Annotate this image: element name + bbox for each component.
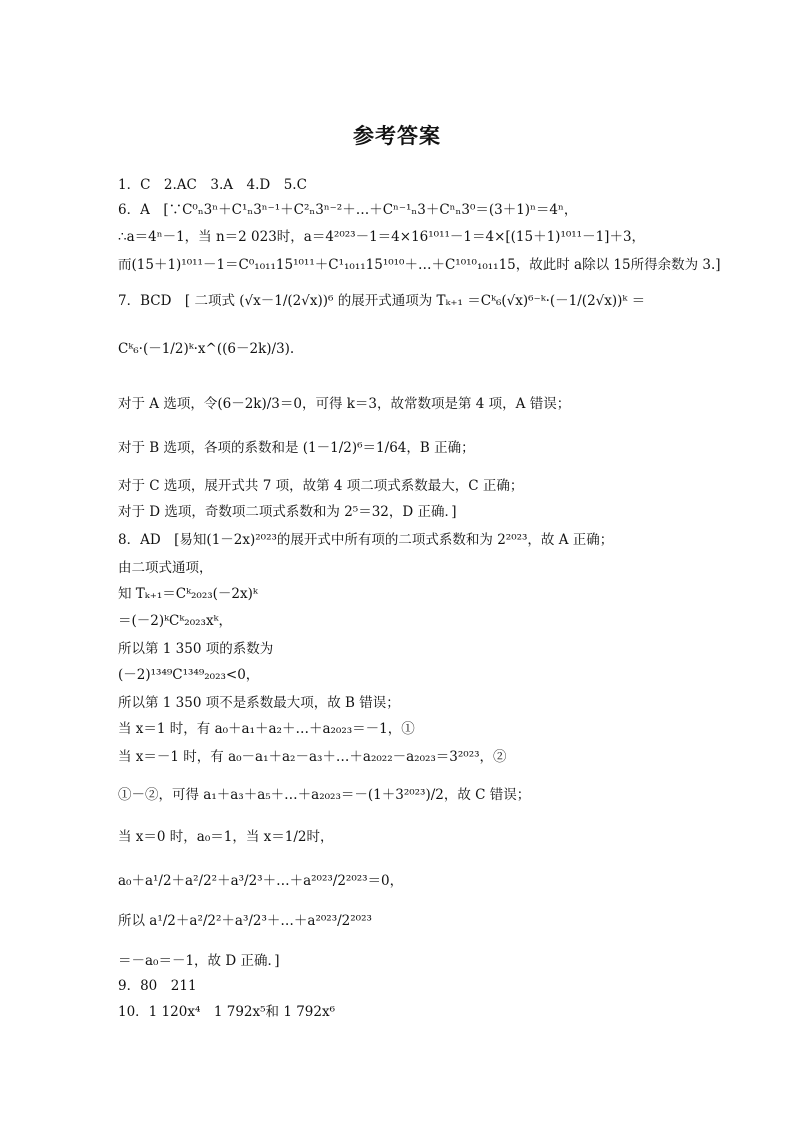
answer-line: 对于 D 选项，奇数项二项式系数和为 2⁵＝32，D 正确．] xyxy=(118,504,457,520)
answer-line: ①－②，可得 a₁＋a₃＋a₅＋…＋a₂₀₂₃＝－(1＋3²⁰²³)/2，故 C 错误； xyxy=(118,787,531,803)
answer-line: 对于 C 选项，展开式共 7 项，故第 4 项二项式系数最大，C 正确； xyxy=(118,478,524,494)
page-title: 参考答案 xyxy=(353,123,441,148)
answer-line: 由二项式通项， xyxy=(118,560,213,576)
answer-line: 10．1 120x⁴ 1 792x⁵和 1 792x⁶ xyxy=(118,1004,335,1020)
answer-line: a₀＋a¹/2＋a²/2²＋a³/2³＋…＋a²⁰²³/2²⁰²³＝0， xyxy=(118,873,404,889)
answer-line: 所以 a¹/2＋a²/2²＋a³/2³＋…＋a²⁰²³/2²⁰²³ xyxy=(118,913,372,929)
answer-line: 所以第 1 350 项不是系数最大项，故 B 错误； xyxy=(118,695,400,711)
answer-line: 1．C 2.AC 3.A 4.D 5.C xyxy=(118,177,307,193)
answer-line: (－2)¹³⁴⁹C¹³⁴⁹₂₀₂₃<0， xyxy=(118,667,260,683)
answer-line: 而(15＋1)¹⁰¹¹－1＝C⁰₁₀₁₁15¹⁰¹¹＋C¹₁₀₁₁15¹⁰¹⁰＋…＋C¹⁰¹⁰₁₀₁₁15，故此时 a除以 15所得余数为 3.] xyxy=(118,257,721,273)
answer-line: 9．80 211 xyxy=(118,978,197,994)
answer-line: ＝(－2)ᵏCᵏ₂₀₂₃xᵏ， xyxy=(118,613,232,629)
answer-line: 8．AD [易知(1－2x)²⁰²³的展开式中所有项的二项式系数和为 2²⁰²³，故 A 正确； xyxy=(118,532,614,548)
answer-line: ∴a＝4ⁿ－1，当 n＝2 023时，a＝4²⁰²³－1＝4×16¹⁰¹¹－1＝4×[(15＋1)¹⁰¹¹－1]＋3， xyxy=(118,229,646,245)
answer-line: 6．A [∵C⁰ₙ3ⁿ＋C¹ₙ3ⁿ⁻¹＋C²ₙ3ⁿ⁻²＋…＋Cⁿ⁻¹ₙ3＋Cⁿₙ3⁰＝(3＋1)ⁿ＝4ⁿ， xyxy=(118,202,578,218)
answer-line: 当 x＝－1 时，有 a₀－a₁＋a₂－a₃＋…＋a₂₀₂₂－a₂₀₂₃＝3²⁰²³，② xyxy=(118,749,507,765)
answer-line: 对于 A 选项，令(6－2k)/3＝0，可得 k＝3，故常数项是第 4 项，A 错误； xyxy=(118,396,571,412)
answer-line: 所以第 1 350 项的系数为 xyxy=(118,641,274,657)
answer-line: 知 Tₖ₊₁＝Cᵏ₂₀₂₃(－2x)ᵏ xyxy=(118,586,258,602)
answer-line: ＝－a₀＝－1，故 D 正确．] xyxy=(118,953,280,969)
answer-line: Cᵏ₆·(－1/2)ᵏ·x^((6－2k)/3). xyxy=(118,341,295,357)
answer-line: 对于 B 选项，各项的系数和是 (1－1/2)⁶＝1/64，B 正确； xyxy=(118,440,475,456)
answer-line: 当 x＝0 时，a₀＝1，当 x＝1/2时， xyxy=(118,829,334,845)
answer-line: 当 x＝1 时，有 a₀＋a₁＋a₂＋…＋a₂₀₂₃＝－1，① xyxy=(118,721,415,737)
answer-line: 7．BCD [ 二项式 (√x－1/(2√x))⁶ 的展开式通项为 Tₖ₊₁ ＝Cᵏ₆(√x)⁶⁻ᵏ·(－1/(2√x))ᵏ ＝ xyxy=(118,293,646,309)
